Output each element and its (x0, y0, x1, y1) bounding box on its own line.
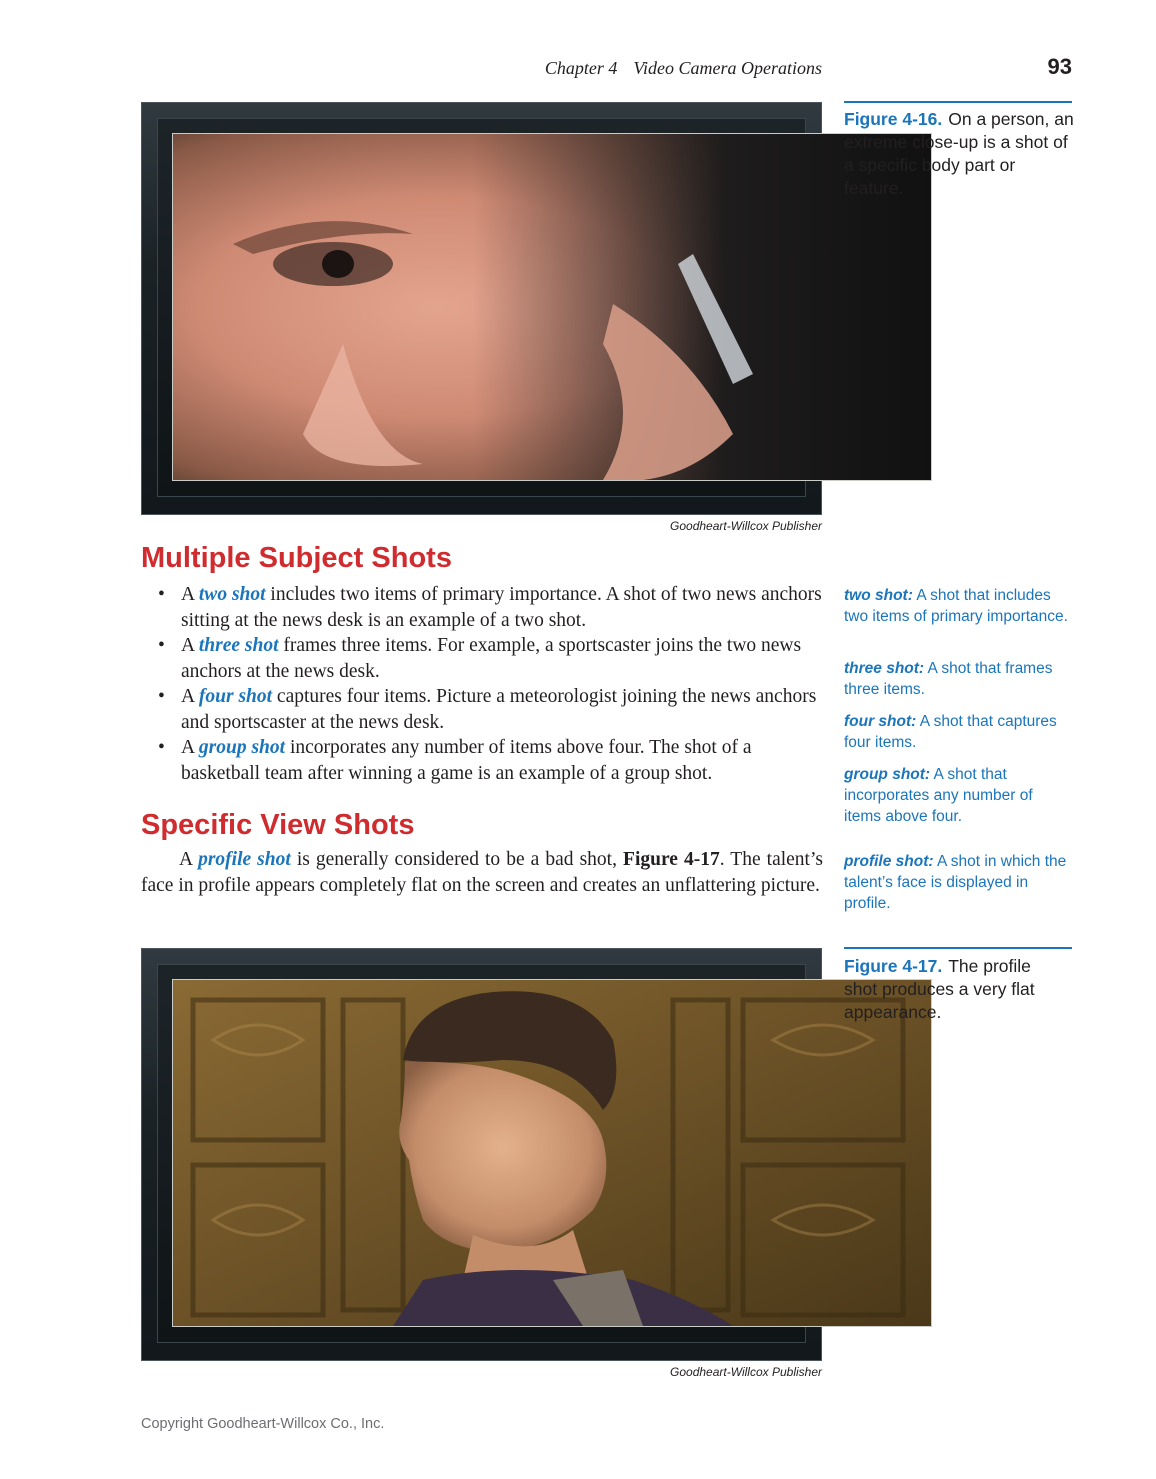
list-item (158, 582, 826, 633)
bullet-icon: • (158, 584, 165, 605)
glossary-definition: A shot in which the talent’s face is displayed in profile. (844, 853, 1067, 912)
bullet-prefix: A (181, 737, 199, 758)
glossary-term: profile shot: (844, 853, 934, 870)
shot-types-list (158, 582, 826, 786)
caption-text: On a person, an extreme close-up is a shot of a specific body part or feature. (844, 109, 1074, 198)
glossary-four-shot (844, 711, 1076, 753)
para-prefix: A (179, 849, 199, 870)
glossary-definition: A shot that incorporates any number of items above four. (844, 766, 1033, 825)
figure-4-17-photo (173, 980, 931, 1326)
glossary-definition: A shot that includes two items of primary importance. (844, 587, 1068, 625)
figure-4-16-caption (844, 108, 1076, 200)
glossary-term: two shot: (844, 587, 913, 604)
figure-4-16-tv-frame (141, 102, 822, 515)
glossary-term: three shot: (844, 660, 925, 677)
para-text: is generally considered to be a bad shot, (290, 849, 624, 870)
glossary-term: four shot: (844, 713, 917, 730)
term-group-shot: group shot (198, 737, 286, 758)
figure-4-16-caption-rule (844, 101, 1072, 103)
figure-4-16-photo (173, 134, 931, 480)
caption-text: The profile shot produces a very flat appearance. (844, 956, 1035, 1022)
section-heading-multiple-subject-shots: Multiple Subject Shots (141, 542, 452, 574)
glossary-definition: A shot that frames three items. (844, 660, 1053, 698)
bullet-prefix: A (181, 584, 199, 605)
bullet-icon: • (158, 737, 165, 758)
bullet-icon: • (158, 686, 165, 707)
bullet-prefix: A (181, 686, 199, 707)
glossary-group-shot (844, 764, 1044, 827)
figure-reference: Figure 4-17 (623, 849, 720, 870)
glossary-profile-shot (844, 851, 1069, 914)
running-header (480, 58, 822, 79)
list-item (158, 633, 826, 684)
figure-label: Figure 4-16. (844, 109, 943, 129)
glossary-term: group shot: (844, 766, 931, 783)
bullet-text: includes two items of primary importance. A shot of two news anchors sitting at the news desk is an example of a two shot. (181, 584, 822, 631)
copyright-notice: Copyright Goodheart-Willcox Co., Inc. (141, 1416, 385, 1432)
term-four-shot: four shot (198, 686, 273, 707)
term-three-shot: three shot (198, 635, 279, 656)
bullet-text: frames three items. For example, a sportscaster joins the two news anchors at the news desk. (181, 635, 802, 682)
para-text: . The talent’s face in profile appears completely flat on the screen and creates an unflattering picture. (141, 849, 823, 896)
figure-4-17-caption-rule (844, 947, 1072, 949)
glossary-definition: A shot that captures four items. (844, 713, 1057, 751)
figure-4-16-credit: Goodheart-Willcox Publisher (670, 519, 822, 533)
figure-label: Figure 4-17. (844, 956, 943, 976)
term-two-shot: two shot (198, 584, 266, 605)
bullet-text: incorporates any number of items above four. The shot of a basketball team after winning a game is an example of a group shot. (181, 737, 752, 784)
chapter-number: Chapter 4 (544, 58, 618, 78)
term-profile-shot: profile shot (198, 849, 291, 870)
bullet-text: captures four items. Picture a meteorologist joining the news anchors and sportscaster at the news desk. (181, 686, 817, 733)
profile-shot-paragraph (141, 847, 823, 898)
glossary-two-shot (844, 585, 1076, 627)
figure-4-17-caption (844, 955, 1059, 1024)
chapter-title: Video Camera Operations (633, 58, 822, 78)
figure-4-17-tv-frame (141, 948, 822, 1361)
list-item (158, 684, 826, 735)
bullet-icon: • (158, 635, 165, 656)
page-number: 93 (1047, 54, 1072, 79)
figure-4-17-credit: Goodheart-Willcox Publisher (670, 1365, 822, 1379)
list-item (158, 735, 826, 786)
glossary-three-shot (844, 658, 1076, 700)
section-heading-specific-view-shots: Specific View Shots (141, 809, 415, 841)
bullet-prefix: A (181, 635, 199, 656)
